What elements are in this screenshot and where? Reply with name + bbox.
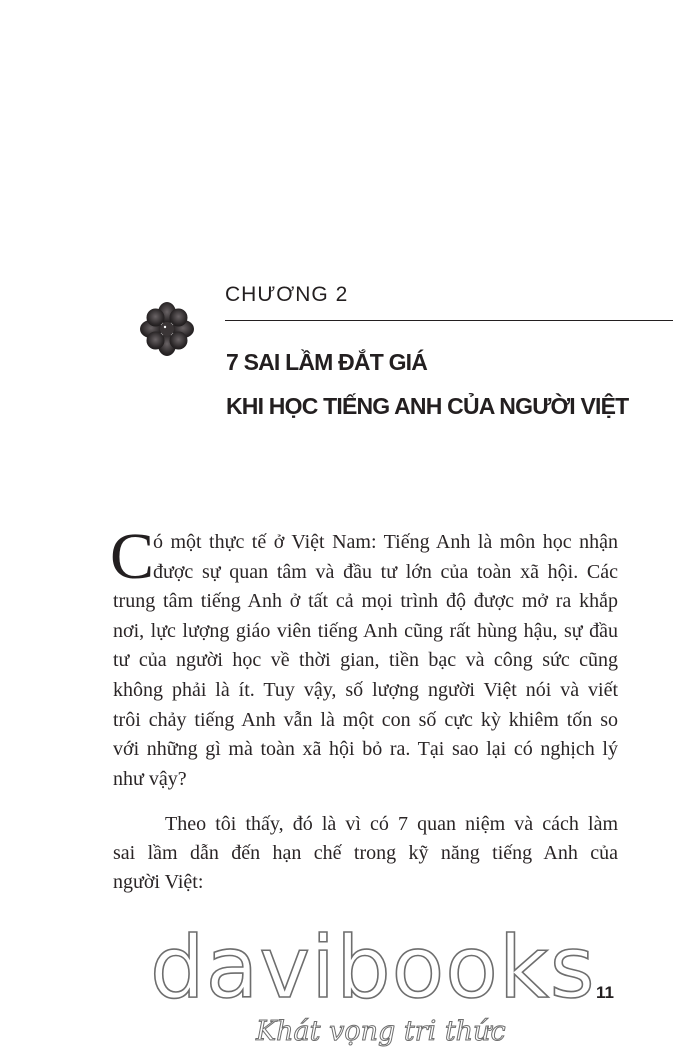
text-line: không phải là ít. Tuy vậy, số lượng người Việt nói và viết	[113, 678, 618, 701]
chapter-title	[226, 340, 628, 428]
text-line: tư của người học về thời gian, tiền bạc và công sức cũng	[113, 649, 618, 672]
text-line: như vậy?	[113, 767, 187, 790]
text-line: trung tâm tiếng Anh ở tất cả mọi trình độ được mở ra khắp	[113, 590, 618, 613]
drop-cap: C	[110, 520, 155, 593]
chapter-label: CHƯƠNG 2	[225, 283, 349, 306]
flower-ornament-icon	[139, 301, 195, 357]
chapter-divider	[225, 320, 673, 321]
text-line: được sự quan tâm và đầu tư lớn của toàn xã hội. Các	[153, 560, 618, 583]
text-line: người Việt:	[113, 871, 204, 893]
text-line: sai lầm dẫn đến hạn chế trong kỹ năng tiếng Anh của	[113, 842, 618, 864]
watermark-brand: davibooks	[150, 918, 596, 1018]
paragraph-2	[113, 810, 618, 897]
page-number: 11	[596, 983, 614, 1002]
text-line: nơi, lực lượng giáo viên tiếng Anh cũng rất hùng hậu, sự đầu	[113, 619, 618, 642]
text-line: ó một thực tế ở Việt Nam: Tiếng Anh là môn học nhận	[153, 531, 618, 553]
paragraph-1	[113, 528, 618, 794]
chapter-title-line: 7 SAI LẦM ĐẮT GIÁ	[226, 349, 428, 375]
text-line: trôi chảy tiếng Anh vẫn là một con số cực kỳ khiêm tốn so	[113, 708, 618, 731]
text-line: Theo tôi thấy, đó là vì có 7 quan niệm và cách làm	[165, 813, 618, 835]
chapter-title-line: KHI HỌC TIẾNG ANH CỦA NGƯỜI VIỆT	[226, 393, 629, 419]
text-line: với những gì mà toàn xã hội bỏ ra. Tại sao lại có nghịch lý	[113, 738, 618, 761]
watermark-tagline: Khát vọng tri thức	[256, 1016, 506, 1047]
